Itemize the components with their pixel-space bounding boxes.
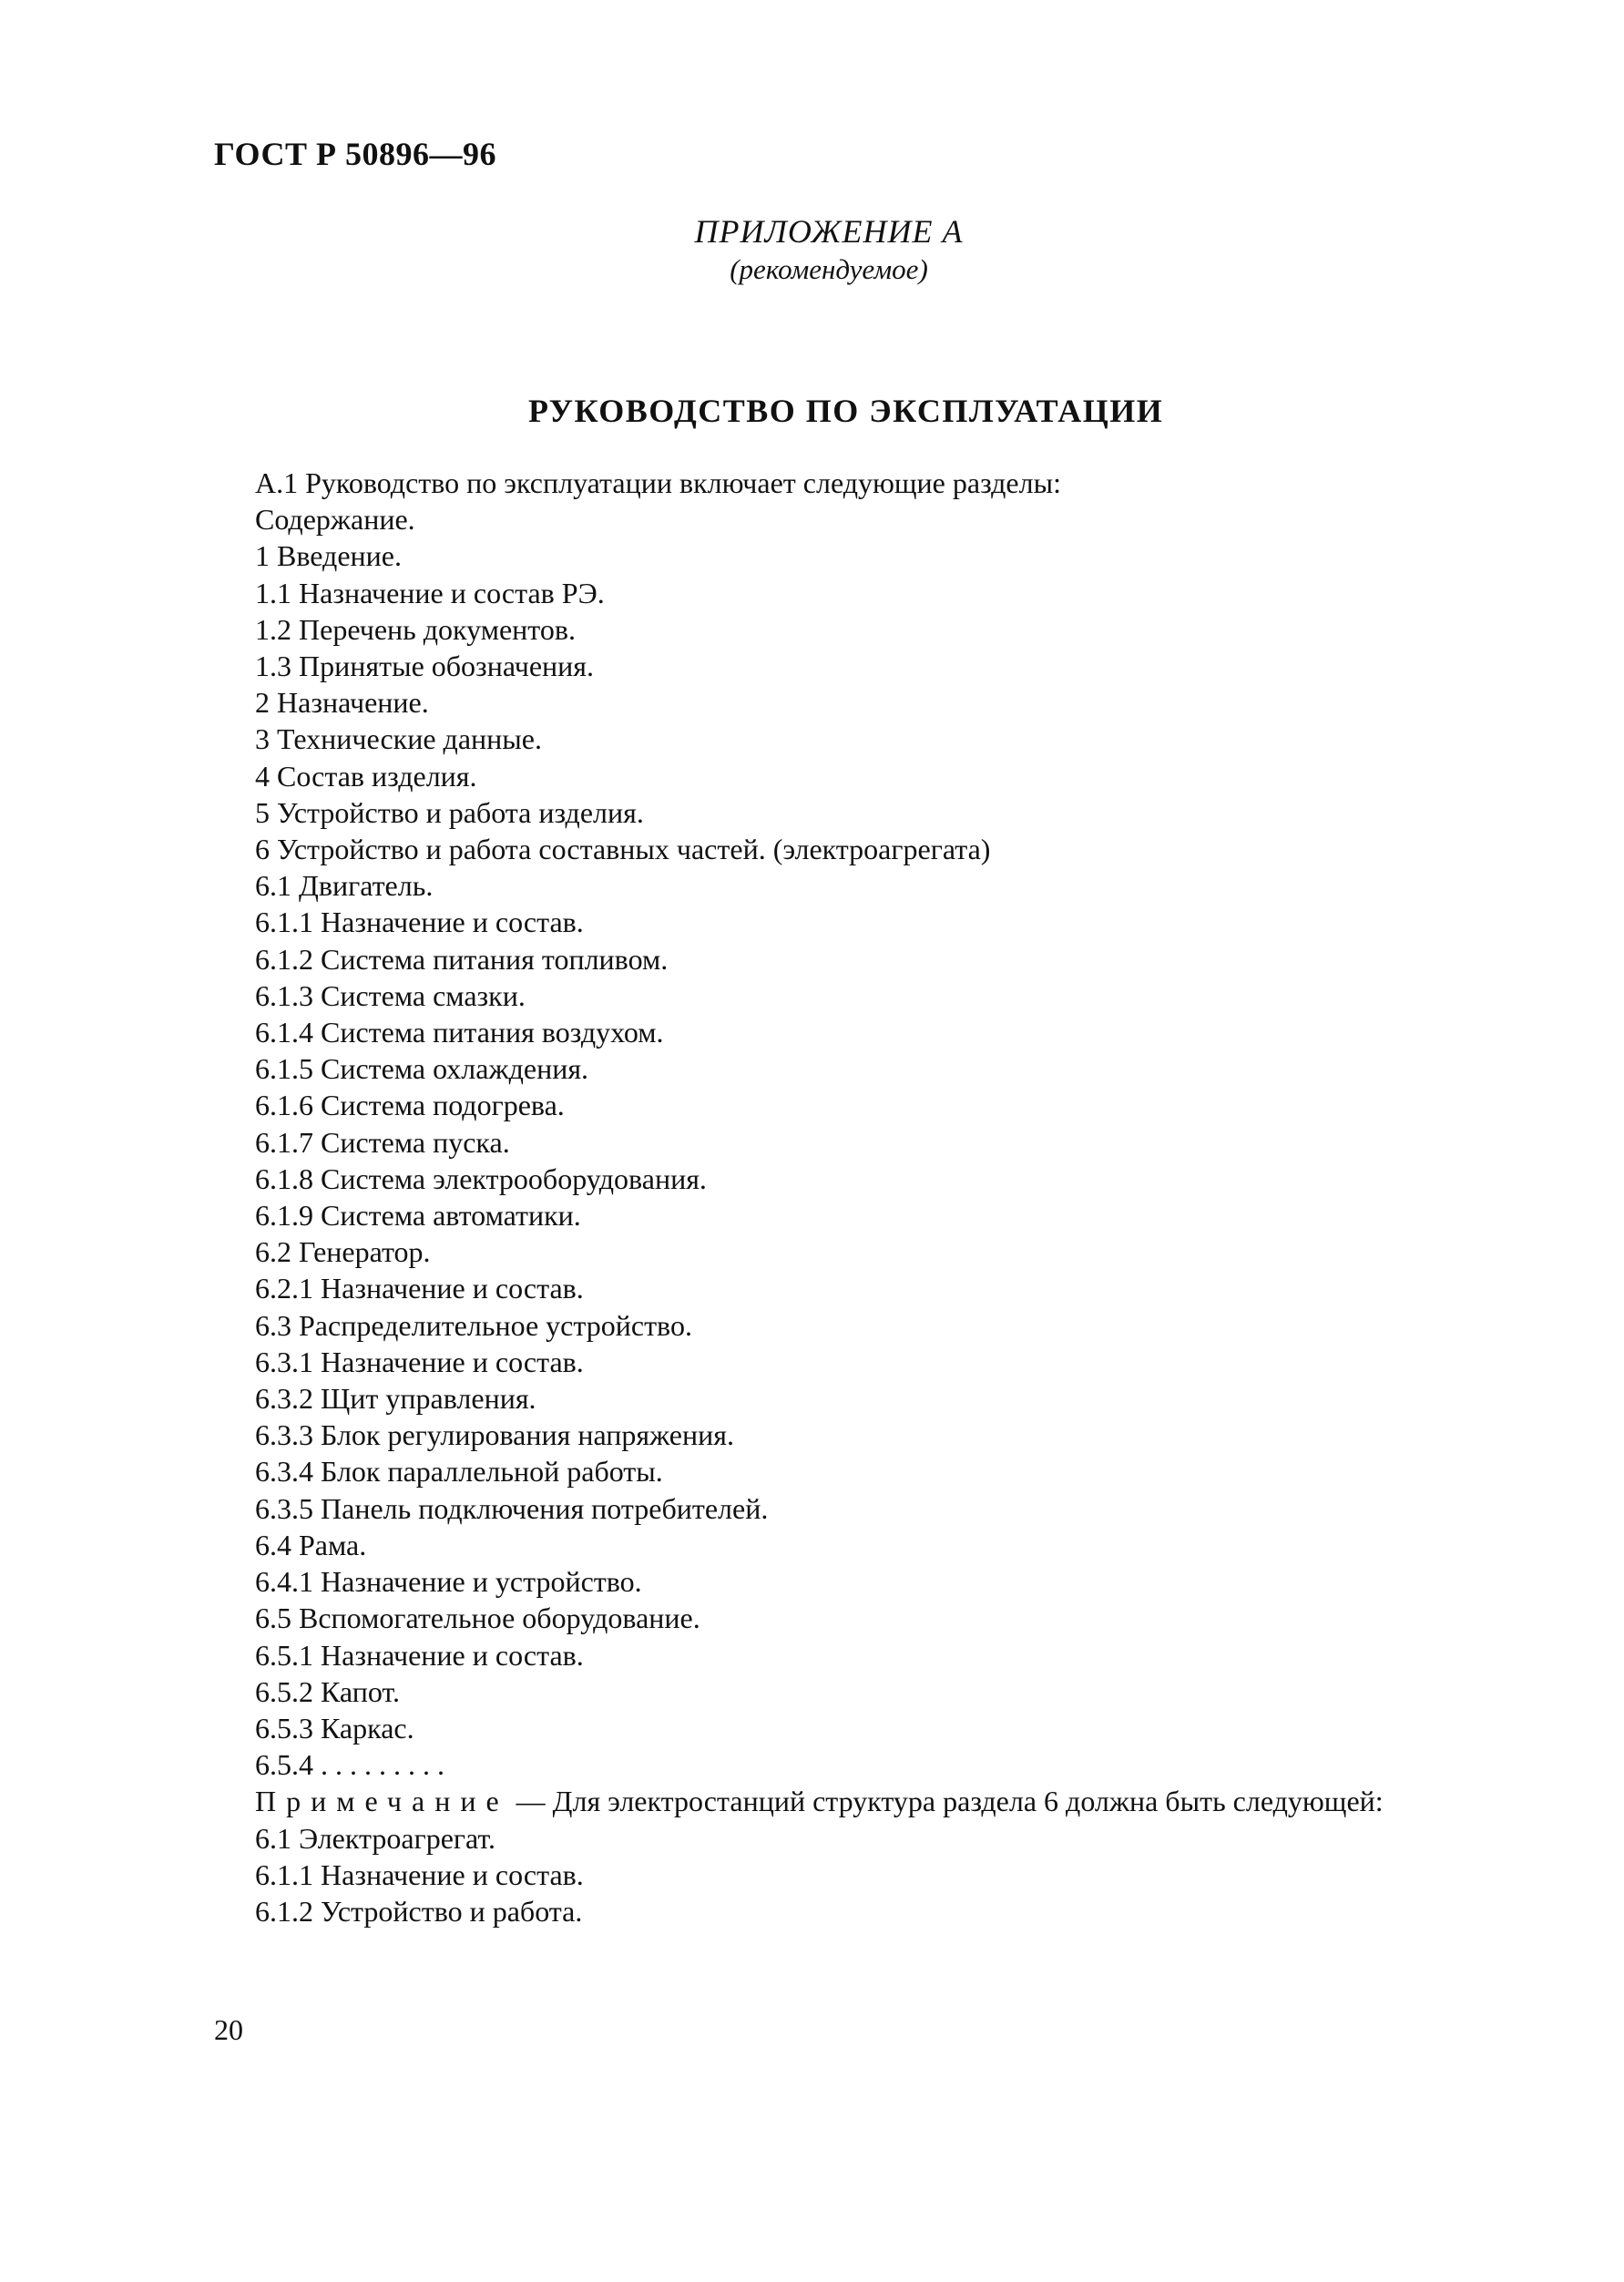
document-code: ГОСТ Р 50896—96 bbox=[214, 136, 496, 172]
list-item: 6.2 Генератор. bbox=[255, 1235, 431, 1269]
list-item: 4 Состав изделия. bbox=[255, 759, 477, 793]
list-item: 6.5.4 . . . . . . . . . bbox=[255, 1748, 444, 1782]
appendix-subtitle: (рекомендуемое) bbox=[730, 253, 928, 285]
list-item: 5 Устройство и работа изделия. bbox=[255, 795, 644, 829]
list-item: 6.1.9 Система автоматики. bbox=[255, 1199, 581, 1233]
contents-list bbox=[214, 501, 1471, 1783]
list-item: 6.3 Распределительное устройство. bbox=[255, 1308, 692, 1342]
list-item: 6.1.1 Назначение и состав. bbox=[255, 906, 584, 939]
list-item: 6.1.5 Система охлаждения. bbox=[255, 1052, 589, 1086]
list-item: 6.4 Рама. bbox=[255, 1528, 367, 1561]
list-item: 6.5.2 Капот. bbox=[255, 1674, 400, 1708]
list-item: 6.3.3 Блок регулирования напряжения. bbox=[255, 1418, 734, 1452]
list-item: 1 Введение. bbox=[255, 539, 402, 573]
list-item: 6.5.1 Назначение и состав. bbox=[255, 1638, 584, 1672]
list-item: 1.1 Назначение и состав РЭ. bbox=[255, 576, 605, 609]
list-item: 6.1.8 Система электрооборудования. bbox=[255, 1161, 707, 1195]
list-item: 6.1.2 Система питания топливом. bbox=[255, 942, 669, 976]
list-item: 3 Технические данные. bbox=[255, 722, 542, 756]
list-item: 6.1 Двигатель. bbox=[255, 869, 434, 903]
list-item: 6.1.2 Устройство и работа. bbox=[255, 1894, 583, 1928]
list-item: 2 Назначение. bbox=[255, 686, 429, 720]
list-item: 6.1 Электроагрегат. bbox=[255, 1821, 495, 1855]
note-label: Примечание bbox=[255, 1785, 509, 1818]
list-item: 6.3.5 Панель подключения потребителей. bbox=[255, 1491, 769, 1525]
list-item: 6.2.1 Назначение и состав. bbox=[255, 1272, 584, 1305]
note-contents-list bbox=[214, 1820, 1471, 1930]
document-body bbox=[214, 465, 1471, 1929]
list-item: 6.1.7 Система пуска. bbox=[255, 1125, 510, 1159]
list-item: 6.3.4 Блок параллельной работы. bbox=[255, 1455, 663, 1489]
list-item: 6.3.1 Назначение и состав. bbox=[255, 1345, 584, 1378]
list-item: 1.2 Перечень документов. bbox=[255, 612, 576, 646]
list-item: 6.4.1 Назначение и устройство. bbox=[255, 1565, 642, 1599]
intro-paragraph: А.1 Руководство по эксплуатации включает следующие разделы: bbox=[255, 466, 1061, 499]
note-text: — Для электростанций структура раздела 6 должна быть следующей: bbox=[508, 1785, 1384, 1818]
appendix-title: ПРИЛОЖЕНИЕ А bbox=[694, 213, 964, 250]
list-item: 6.1.4 Система питания воздухом. bbox=[255, 1016, 664, 1049]
list-item: Содержание. bbox=[255, 503, 415, 537]
list-item: 6.5 Вспомогательное оборудование. bbox=[255, 1601, 700, 1635]
list-item: 6.1.1 Назначение и состав. bbox=[255, 1857, 584, 1891]
note-paragraph bbox=[214, 1783, 1471, 1819]
list-item: 6.3.2 Щит управления. bbox=[255, 1382, 536, 1416]
appendix-block bbox=[692, 211, 965, 288]
list-item: 6.1.6 Система подогрева. bbox=[255, 1089, 565, 1122]
page-number: 20 bbox=[214, 2013, 243, 2046]
section-heading: РУКОВОДСТВО ПО ЭКСПЛУАТАЦИИ bbox=[528, 393, 1164, 429]
list-item: 6.1.3 Система смазки. bbox=[255, 978, 526, 1012]
list-item: 1.3 Принятые обозначения. bbox=[255, 650, 594, 683]
list-item: 6 Устройство и работа составных частей. (электроагрегата) bbox=[255, 833, 991, 866]
list-item: 6.5.3 Каркас. bbox=[255, 1711, 414, 1745]
